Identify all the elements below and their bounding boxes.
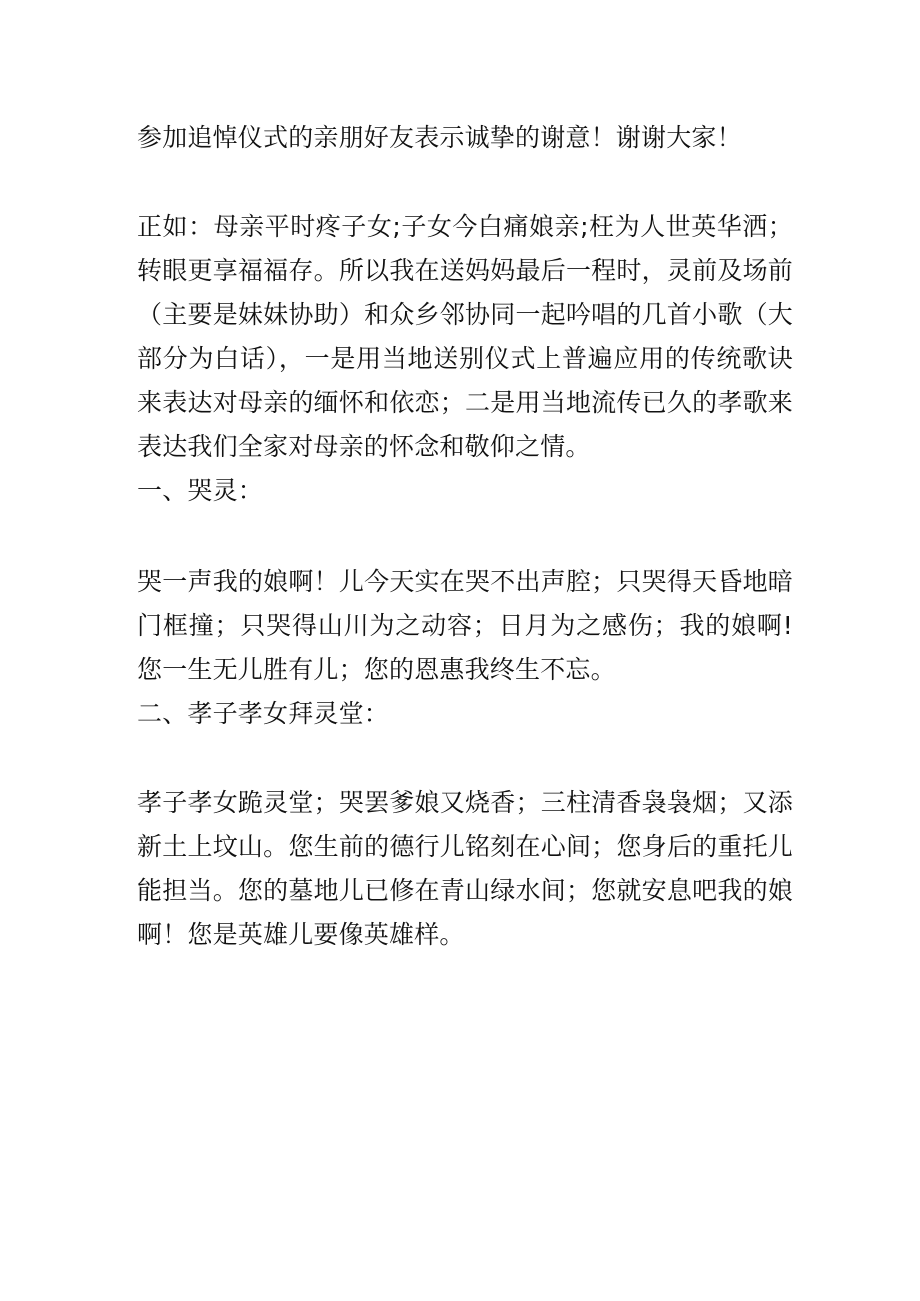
document-body xyxy=(137,116,793,957)
section-1-paragraph: 哭一声我的娘啊！儿今天实在哭不出声腔；只哭得天昏地暗门框撞；只哭得山川为之动容；日月为之感伤；我的娘啊!您一生无儿胜有儿；您的恩惠我终生不忘。 xyxy=(137,567,793,684)
closing-thanks-paragraph: 参加追悼仪式的亲朋好友表示诚挚的谢意！谢谢大家！ xyxy=(137,123,742,152)
section-2-paragraph: 孝子孝女跪灵堂；哭罢爹娘又烧香；三柱清香袅袅烟；又添新土上坟山。您生前的德行儿铭刻在心间；您身后的重托儿能担当。您的墓地儿已修在青山绿水间；您就安息吧我的娘啊！您是英雄儿要像英雄样。 xyxy=(137,788,793,949)
section-heading-1: 一、哭灵： xyxy=(137,476,264,505)
section-heading-2: 二、孝子孝女拜灵堂： xyxy=(137,699,390,728)
intro-paragraph: 正如：母亲平时疼子女;子女今白痛娘亲;枉为人世英华洒；转眼更享福福存。所以我在送妈妈最后一程时，灵前及场前（主要是妹妹协助）和众乡邻协同一起吟唱的几首小歌（大部分为白话），一是用当地送别仪式上普遍应用的传统歌诀来表达对母亲的缅怀和依恋；二是用当地流传已久的孝歌来表达我们全家对母亲的怀念和敬仰之情。 xyxy=(137,212,793,461)
